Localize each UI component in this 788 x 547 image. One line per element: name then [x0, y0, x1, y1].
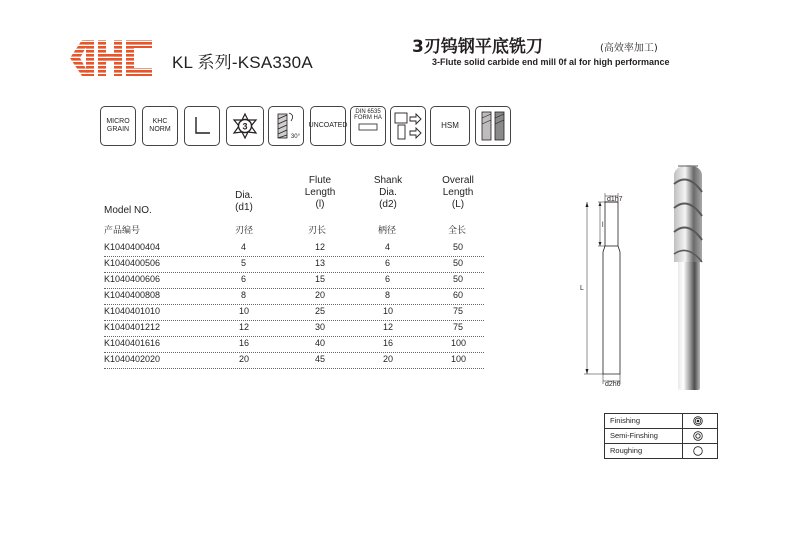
flat-end-icon — [191, 115, 213, 137]
header-dia: Dia. (d1) — [235, 190, 253, 213]
legend-row-finishing — [605, 414, 717, 429]
cell-model: K1040400404 — [104, 242, 161, 252]
header-overall-cn: 全长 — [448, 226, 467, 236]
cell-d2: 4 — [385, 242, 391, 252]
header-flute-cn: 刃长 — [308, 226, 327, 236]
cell-d1: 5 — [241, 258, 247, 268]
chinese-subtitle: (高效率加工) — [600, 43, 658, 54]
legend-label: Finishing — [610, 416, 641, 425]
cell-l: 20 — [315, 290, 326, 300]
header-overall-length: Overall Length (L) — [442, 175, 474, 210]
l-label: l — [602, 222, 604, 229]
flat-end-badge — [184, 106, 220, 146]
legend-label: Semi-Finshing — [610, 431, 658, 440]
cell-d1: 4 — [241, 242, 247, 252]
cell-L: 50 — [453, 274, 464, 284]
table-row — [104, 272, 484, 289]
khc-logo — [70, 38, 152, 78]
cell-l: 45 — [315, 354, 326, 364]
cell-L: 100 — [451, 354, 467, 364]
hsm-badge: HSM — [430, 106, 470, 146]
end-mill-types-badge — [475, 106, 511, 146]
machining-direction-icon — [392, 109, 424, 143]
cell-l: 30 — [315, 322, 326, 332]
table-row — [104, 288, 484, 305]
coolant-badge — [390, 106, 426, 146]
table-row — [104, 304, 484, 321]
cell-L: 75 — [453, 306, 464, 316]
legend-row-semi-finishing — [605, 429, 717, 444]
cell-d1: 6 — [241, 274, 247, 284]
header-model: Model NO. — [104, 205, 152, 216]
svg-text:3: 3 — [242, 121, 248, 132]
cell-model: K1040401616 — [104, 338, 161, 348]
cell-d1: 10 — [239, 306, 250, 316]
header-shank-cn: 柄径 — [378, 226, 397, 236]
din-form-badge: DIN 6535 FORM HA — [350, 106, 386, 146]
uncoated-badge: UNCOATED — [310, 106, 346, 146]
cell-d1: 8 — [241, 290, 247, 300]
table-row — [104, 336, 484, 353]
cell-d2: 12 — [383, 322, 394, 332]
table-row — [104, 256, 484, 273]
table-row — [104, 320, 484, 337]
cell-model: K1040402020 — [104, 354, 161, 364]
three-flute-badge — [226, 106, 264, 146]
chinese-title: 3刃钨钢平底铣刀 — [412, 37, 543, 57]
english-subtitle: 3-Flute solid carbide end mill 0f al for high performance — [432, 57, 670, 67]
legend-label: Roughing — [610, 446, 643, 455]
cell-d1: 20 — [239, 354, 250, 364]
cell-d2: 16 — [383, 338, 394, 348]
micro-grain-badge: MICRO GRAIN — [100, 106, 136, 146]
cell-L: 50 — [453, 258, 464, 268]
d1-label: d1h7 — [607, 196, 623, 203]
cell-d2: 8 — [385, 290, 391, 300]
table-row — [104, 240, 484, 257]
end-mill-types-icon — [478, 109, 508, 143]
cell-L: 100 — [451, 338, 467, 348]
header-model-cn: 产品编号 — [104, 226, 141, 236]
header-shank-dia: Shank Dia. (d2) — [373, 175, 403, 210]
cell-d2: 20 — [383, 354, 394, 364]
end-mill-illustration — [664, 162, 712, 394]
header-dia-cn: 刃径 — [235, 226, 254, 236]
semi-finishing-icon — [693, 431, 703, 441]
cell-model: K1040401010 — [104, 306, 161, 316]
cell-l: 12 — [315, 242, 326, 252]
shank-form-icon — [358, 122, 378, 132]
finishing-icon — [693, 416, 703, 426]
table-row — [104, 352, 484, 369]
cell-L: 75 — [453, 322, 464, 332]
cell-model: K1040400808 — [104, 290, 161, 300]
machining-legend — [604, 413, 718, 459]
cell-d1: 16 — [239, 338, 250, 348]
three-flute-icon — [230, 111, 260, 141]
d2-label: d2h6 — [605, 381, 621, 388]
cell-model: K1040400506 — [104, 258, 161, 268]
cell-model: K1040400606 — [104, 274, 161, 284]
L-label: L — [580, 285, 584, 292]
helix-angle-badge — [268, 106, 304, 146]
legend-row-roughing — [605, 444, 717, 458]
cell-l: 13 — [315, 258, 326, 268]
cell-d2: 6 — [385, 274, 391, 284]
helix-angle-label: 30° — [290, 134, 300, 141]
cell-d2: 6 — [385, 258, 391, 268]
khc-norm-badge: KHC NORM — [142, 106, 178, 146]
roughing-icon — [693, 446, 703, 456]
header-flute-length: Flute Length (l) — [304, 175, 336, 210]
cell-d1: 12 — [239, 322, 250, 332]
cell-L: 50 — [453, 242, 464, 252]
series-title: KL 系列-KSA330A — [172, 53, 313, 72]
cell-L: 60 — [453, 290, 464, 300]
cell-l: 25 — [315, 306, 326, 316]
cell-model: K1040401212 — [104, 322, 161, 332]
cell-l: 40 — [315, 338, 326, 348]
cell-l: 15 — [315, 274, 326, 284]
cell-d2: 10 — [383, 306, 394, 316]
